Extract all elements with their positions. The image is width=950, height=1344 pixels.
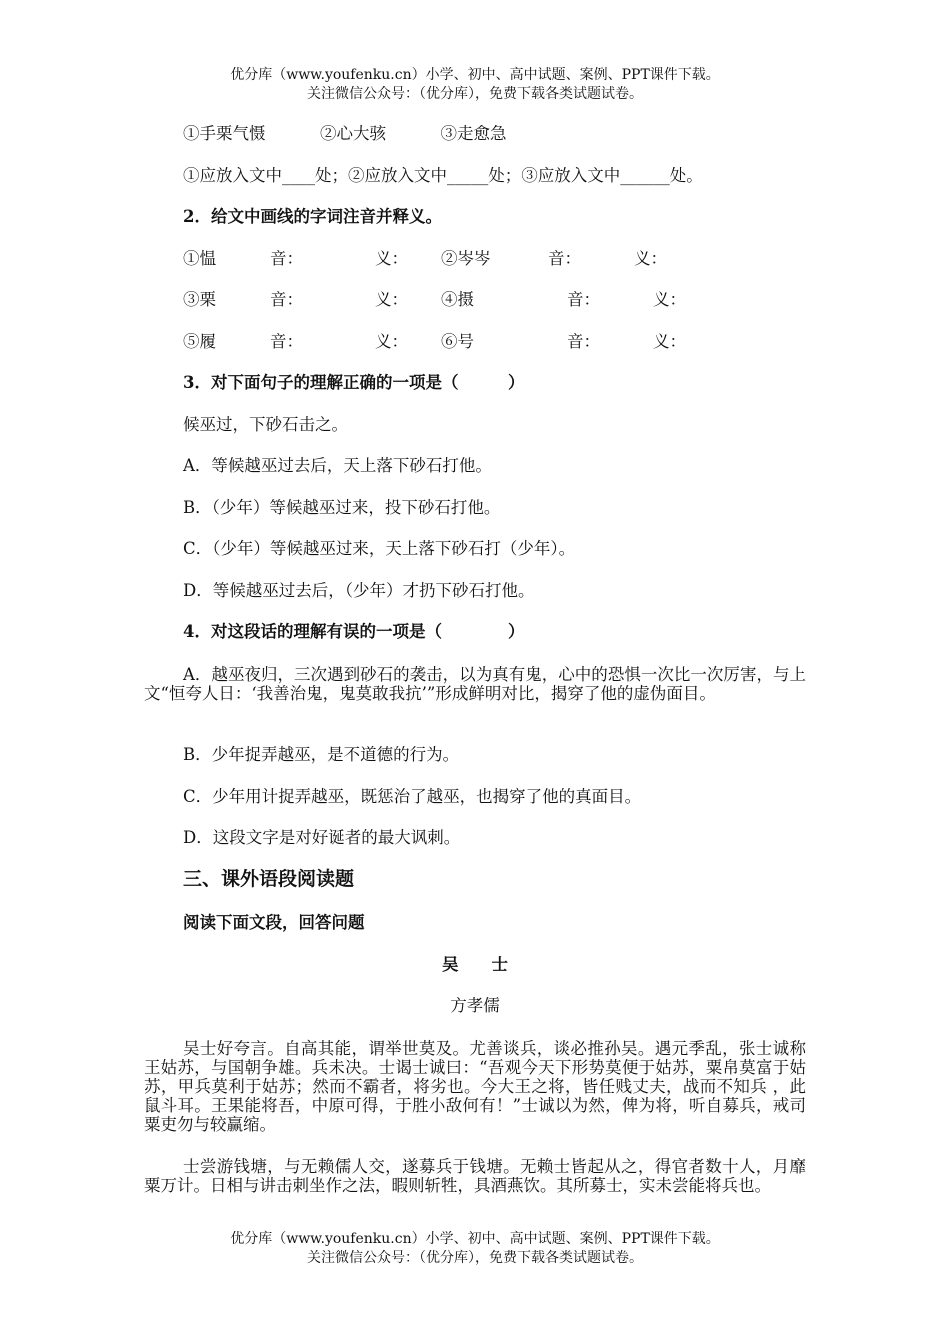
article-title: 吴 士 (442, 955, 508, 974)
q3-option-d: D．等候越巫过去后，（少年）才扔下砂石打他。 (183, 581, 535, 600)
placement-line: ①应放入文中____处；②应放入文中_____处；③应放入文中______处。 (183, 166, 703, 185)
page-header-line2: 关注微信公众号：（优分库），免费下载各类试题试卷。 (307, 86, 643, 102)
reading-instruction: 阅读下面文段，回答问题 (183, 913, 365, 932)
q2-meaning-label: 义： (375, 290, 408, 309)
q4-option-a: A．越巫夜归，三次遇到砂石的袭击，以为真有鬼，心中的恐惧一次比一次厉害，与上文“恒夸人日：‘我善治鬼，鬼莫敢我抗’”形成鲜明对比，揭穿了他的虚伪面目。 (144, 665, 806, 703)
page-header-line1: 优分库（www.youfenku.cn）小学、初中、高中试题、案例、PPT课件下载。 (230, 67, 720, 83)
question-3-sentence: 候巫过，下砂石击之。 (183, 415, 348, 434)
q2-word: ③栗 (183, 290, 216, 309)
question-4-title: 4．对这段话的理解有误的一项是（ ） (183, 622, 525, 641)
q2-pronunciation-label: 音： (270, 332, 303, 351)
q2-word: ②岑岑 (441, 249, 491, 268)
q2-pronunciation-label: 音： (270, 249, 303, 268)
q4-option-d: D．这段文字是对好诞者的最大讽刺。 (183, 828, 461, 847)
question-2-title: 2．给文中画线的字词注音并释义。 (183, 207, 442, 226)
q2-word: ④摄 (441, 290, 474, 309)
q2-pronunciation-label: 音： (270, 290, 303, 309)
option-1: ①手栗气慑 (183, 124, 266, 143)
page-footer-line2: 关注微信公众号：（优分库），免费下载各类试题试卷。 (307, 1250, 643, 1266)
question-3-title: 3．对下面句子的理解正确的一项是（ ） (183, 373, 525, 392)
section-3-heading: 三、课外语段阅读题 (183, 868, 355, 890)
q4-option-b: B．少年捉弄越巫，是不道德的行为。 (183, 745, 460, 764)
q4-option-c: C．少年用计捉弄越巫，既惩治了越巫，也揭穿了他的真面目。 (183, 787, 642, 806)
q3-option-c: C．（少年）等候越巫过来，天上落下砂石打（少年）。 (183, 539, 576, 558)
q2-pronunciation-label: 音： (548, 249, 581, 268)
article-author: 方孝儒 (450, 996, 500, 1015)
q2-meaning-label: 义： (634, 249, 667, 268)
article-paragraph-2: 士尝游钱塘，与无赖儒人交，遂募兵于钱塘。无赖士皆起从之，得官者数十人，月靡粟万计。日相与讲击刺坐作之法，暇则斩牲，具酒燕饮。其所募士，实未尝能将兵也。 (144, 1157, 806, 1195)
q3-option-a: A．等候越巫过去后，天上落下砂石打他。 (183, 456, 492, 475)
q3-option-b: B．（少年）等候越巫过来，投下砂石打他。 (183, 498, 501, 517)
option-2: ②心大骇 (320, 124, 386, 143)
options-line (183, 123, 507, 145)
q2-meaning-label: 义： (653, 290, 686, 309)
article-paragraph-1: 吴士好夸言。自高其能，谓举世莫及。尤善谈兵，谈必推孙吴。遇元季乱，张士诚称王姑苏，与国朝争雄。兵未决。士谒士诚曰：“吾观今天下形势莫便于姑苏，粟帛莫富于姑苏，甲兵莫利于姑苏；然而不霸者，将劣也。今大王之将，皆任贱丈夫，战而不知兵 ，此鼠斗耳。王果能将吾，中原可得，于胜小敌何有！”士诚以为然，俾为将，听自募兵，戒司粟吏勿与较赢缩。 (144, 1039, 806, 1134)
q2-word: ⑥号 (441, 332, 474, 351)
page-footer-line1: 优分库（www.youfenku.cn）小学、初中、高中试题、案例、PPT课件下载。 (230, 1231, 720, 1247)
q2-pronunciation-label: 音： (567, 332, 600, 351)
option-3: ③走愈急 (440, 124, 507, 143)
q2-meaning-label: 义： (653, 332, 686, 351)
q2-meaning-label: 义： (375, 249, 408, 268)
q2-pronunciation-label: 音： (567, 290, 600, 309)
q2-meaning-label: 义： (375, 332, 408, 351)
q2-word: ①愠 (183, 249, 216, 268)
q2-word: ⑤履 (183, 332, 216, 351)
